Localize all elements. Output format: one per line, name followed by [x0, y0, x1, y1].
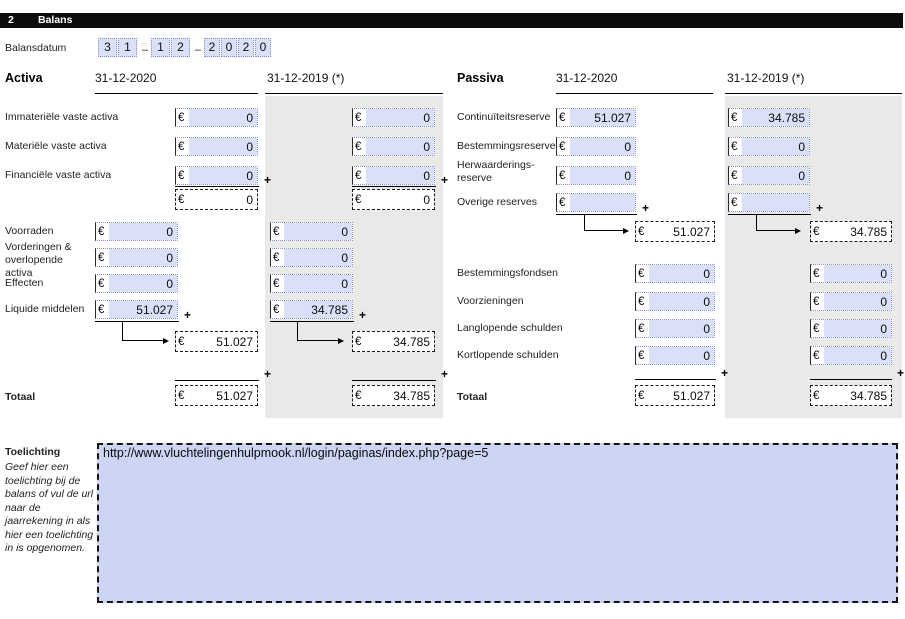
- euro-symbol: €: [178, 169, 185, 182]
- label-continuiteitsreserve: Continuïteitsreserve: [457, 111, 551, 123]
- toelichting-label: Toelichting: [5, 446, 61, 458]
- activa-col-2020-header: 31-12-2020: [95, 71, 157, 85]
- euro-symbol: €: [813, 225, 820, 238]
- sum-rule: [352, 367, 448, 381]
- passiva-col-2019-header: 31-12-2019 (*): [727, 71, 805, 85]
- euro-symbol: €: [638, 225, 645, 238]
- input-effecten-2019[interactable]: € 0: [270, 274, 353, 293]
- sum-rule: [175, 173, 271, 187]
- euro-symbol: €: [731, 196, 738, 209]
- euro-symbol: €: [638, 349, 645, 362]
- euro-symbol: €: [98, 303, 105, 316]
- input-financiele-2020[interactable]: € 0: [175, 166, 258, 185]
- euro-symbol: €: [559, 140, 566, 153]
- label-vorderingen: Vorderingen & overlopende activa: [5, 241, 72, 279]
- input-voorzieningen-2020[interactable]: € 0: [635, 292, 715, 311]
- input-voorraden-2019[interactable]: € 0: [270, 222, 353, 241]
- euro-symbol: €: [731, 140, 738, 153]
- toelichting-hint: Geef hier een toelichting bij de balans of vul de url naar de jaarrekening in als hier een toelichting in is opgenomen.: [5, 461, 94, 554]
- label-immateriele: Immateriële vaste activa: [5, 111, 119, 123]
- label-kortlopende: Kortlopende schulden: [457, 349, 559, 361]
- euro-symbol: €: [178, 193, 185, 206]
- label-herwaarderingsreserve: Herwaarderings-reserve: [457, 159, 535, 184]
- sum-rule: [352, 173, 448, 187]
- input-continuiteitsreserve-2019[interactable]: € 34.785: [728, 108, 810, 127]
- euro-symbol: €: [638, 322, 645, 335]
- input-materiele-2020[interactable]: € 0: [175, 137, 258, 156]
- plus-sign: +: [440, 173, 448, 187]
- subtotal-reserves-2019: € 34.785: [810, 221, 892, 242]
- balansdatum-label: Balansdatum: [5, 42, 67, 54]
- euro-symbol: €: [813, 267, 820, 280]
- euro-symbol: €: [559, 111, 566, 124]
- plus-sign: +: [641, 201, 649, 215]
- input-liquide-2019[interactable]: € 34.785: [270, 300, 353, 319]
- input-kortlopende-2020[interactable]: € 0: [635, 346, 715, 365]
- input-bestemmingsreserve-2019[interactable]: € 0: [728, 137, 810, 156]
- total-passiva-2020: € 51.027: [635, 385, 715, 406]
- euro-symbol: €: [355, 169, 362, 182]
- euro-symbol: €: [813, 349, 820, 362]
- euro-symbol: €: [273, 251, 280, 264]
- passiva-2019-rule: [725, 93, 902, 94]
- input-voorzieningen-2019[interactable]: € 0: [810, 292, 892, 311]
- euro-symbol: €: [98, 225, 105, 238]
- input-materiele-2019[interactable]: € 0: [352, 137, 435, 156]
- euro-symbol: €: [813, 322, 820, 335]
- input-bestemmingsfondsen-2019[interactable]: € 0: [810, 264, 892, 283]
- euro-symbol: €: [731, 111, 738, 124]
- year-digit-2[interactable]: 0: [221, 38, 237, 57]
- section-title: Balans: [38, 14, 73, 26]
- label-passiva-totaal: Totaal: [457, 391, 488, 403]
- sum-arrow: [122, 322, 166, 341]
- input-herwaarderingsreserve-2020[interactable]: € 0: [556, 166, 636, 185]
- total-activa-2020: € 51.027: [175, 385, 258, 406]
- euro-symbol: €: [273, 303, 280, 316]
- input-langlopende-2019[interactable]: € 0: [810, 319, 892, 338]
- subtotal-vlottende-activa-2020: € 51.027: [175, 331, 258, 352]
- subtotal-vlottende-activa-2019: € 34.785: [352, 331, 435, 352]
- euro-symbol: €: [355, 193, 362, 206]
- euro-symbol: €: [355, 111, 362, 124]
- subtotal-reserves-2020: € 51.027: [635, 221, 715, 242]
- input-vorderingen-2020[interactable]: € 0: [95, 248, 178, 267]
- activa-title: Activa: [5, 71, 43, 85]
- label-liquide: Liquide middelen: [5, 303, 85, 315]
- plus-sign: +: [263, 367, 271, 381]
- input-langlopende-2020[interactable]: € 0: [635, 319, 715, 338]
- input-bestemmingsreserve-2020[interactable]: € 0: [556, 137, 636, 156]
- label-overige-reserves: Overige reserves: [457, 196, 537, 208]
- sum-rule: [635, 366, 728, 380]
- plus-sign: +: [263, 173, 271, 187]
- euro-symbol: €: [178, 335, 185, 348]
- input-financiele-2019[interactable]: € 0: [352, 166, 435, 185]
- euro-symbol: €: [355, 140, 362, 153]
- input-overige-reserves-2019[interactable]: [728, 193, 810, 212]
- euro-symbol: €: [731, 169, 738, 182]
- input-overige-reserves-2020[interactable]: [556, 193, 636, 212]
- activa-col-2019-header: 31-12-2019 (*): [267, 71, 345, 85]
- year-digit-1[interactable]: 2: [204, 38, 220, 57]
- label-financiele: Financiële vaste activa: [5, 169, 112, 181]
- section-header-bar: [0, 13, 903, 28]
- euro-symbol: €: [355, 335, 362, 348]
- input-voorraden-2020[interactable]: € 0: [95, 222, 178, 241]
- euro-symbol: €: [178, 389, 185, 402]
- date-separator: –: [195, 44, 202, 56]
- plus-sign: +: [896, 366, 904, 380]
- total-activa-2019: € 34.785: [352, 385, 435, 406]
- input-immateriele-2019[interactable]: € 0: [352, 108, 435, 127]
- label-effecten: Effecten: [5, 277, 44, 289]
- year-digit-3[interactable]: 2: [238, 38, 254, 57]
- input-vorderingen-2019[interactable]: € 0: [270, 248, 353, 267]
- euro-symbol: €: [638, 267, 645, 280]
- toelichting-textarea[interactable]: [97, 443, 898, 603]
- plus-sign: +: [358, 308, 366, 322]
- plus-sign: +: [183, 308, 191, 322]
- sum-arrow: [584, 215, 626, 231]
- subtotal-vaste-activa-2020: € 0: [175, 189, 258, 210]
- sum-rule: [175, 367, 271, 381]
- plus-sign: +: [720, 366, 728, 380]
- euro-symbol: €: [638, 295, 645, 308]
- day-digit-1[interactable]: 3: [98, 38, 117, 57]
- section-number: 2: [8, 14, 14, 26]
- euro-symbol: €: [813, 389, 820, 402]
- subtotal-vaste-activa-2019: € 0: [352, 189, 435, 210]
- euro-symbol: €: [355, 389, 362, 402]
- label-materiele: Materiële vaste activa: [5, 140, 107, 152]
- input-effecten-2020[interactable]: € 0: [95, 274, 178, 293]
- plus-sign: +: [440, 367, 448, 381]
- balansdatum-month-input[interactable]: [151, 38, 191, 57]
- input-kortlopende-2019[interactable]: € 0: [810, 346, 892, 365]
- euro-symbol: €: [98, 277, 105, 290]
- euro-symbol: €: [178, 140, 185, 153]
- year-digit-4[interactable]: 0: [255, 38, 271, 57]
- sum-arrow: [297, 322, 341, 341]
- month-digit-2[interactable]: 2: [171, 38, 190, 57]
- label-voorraden: Voorraden: [5, 225, 54, 237]
- balansdatum-year-input[interactable]: [204, 38, 272, 57]
- input-immateriele-2020[interactable]: € 0: [175, 108, 258, 127]
- label-activa-totaal: Totaal: [5, 391, 36, 403]
- passiva-col-2020-header: 31-12-2020: [556, 71, 618, 85]
- input-continuiteitsreserve-2020[interactable]: € 51.027: [556, 108, 636, 127]
- input-liquide-2020[interactable]: € 51.027: [95, 300, 178, 319]
- passiva-2020-rule: [556, 93, 713, 94]
- input-herwaarderingsreserve-2019[interactable]: € 0: [728, 166, 810, 185]
- activa-2020-rule: [95, 93, 258, 94]
- label-bestemmingsreserve: Bestemmingsreserve: [457, 140, 556, 152]
- euro-symbol: €: [273, 277, 280, 290]
- month-digit-1[interactable]: 1: [151, 38, 170, 57]
- euro-symbol: €: [813, 295, 820, 308]
- date-separator: –: [142, 44, 149, 56]
- balansdatum-day-input[interactable]: [98, 38, 138, 57]
- passiva-title: Passiva: [457, 71, 504, 85]
- total-passiva-2019: € 34.785: [810, 385, 892, 406]
- day-digit-2[interactable]: 1: [118, 38, 137, 57]
- euro-symbol: €: [559, 196, 566, 209]
- activa-2019-rule: [265, 93, 443, 94]
- label-bestemmingsfondsen: Bestemmingsfondsen: [457, 267, 558, 279]
- label-langlopende: Langlopende schulden: [457, 322, 563, 334]
- plus-sign: +: [815, 201, 823, 215]
- euro-symbol: €: [559, 169, 566, 182]
- euro-symbol: €: [273, 225, 280, 238]
- input-bestemmingsfondsen-2020[interactable]: € 0: [635, 264, 715, 283]
- euro-symbol: €: [638, 389, 645, 402]
- euro-symbol: €: [178, 111, 185, 124]
- sum-rule: [810, 366, 904, 380]
- sum-arrow: [756, 215, 798, 231]
- label-voorzieningen: Voorzieningen: [457, 295, 524, 307]
- euro-symbol: €: [98, 251, 105, 264]
